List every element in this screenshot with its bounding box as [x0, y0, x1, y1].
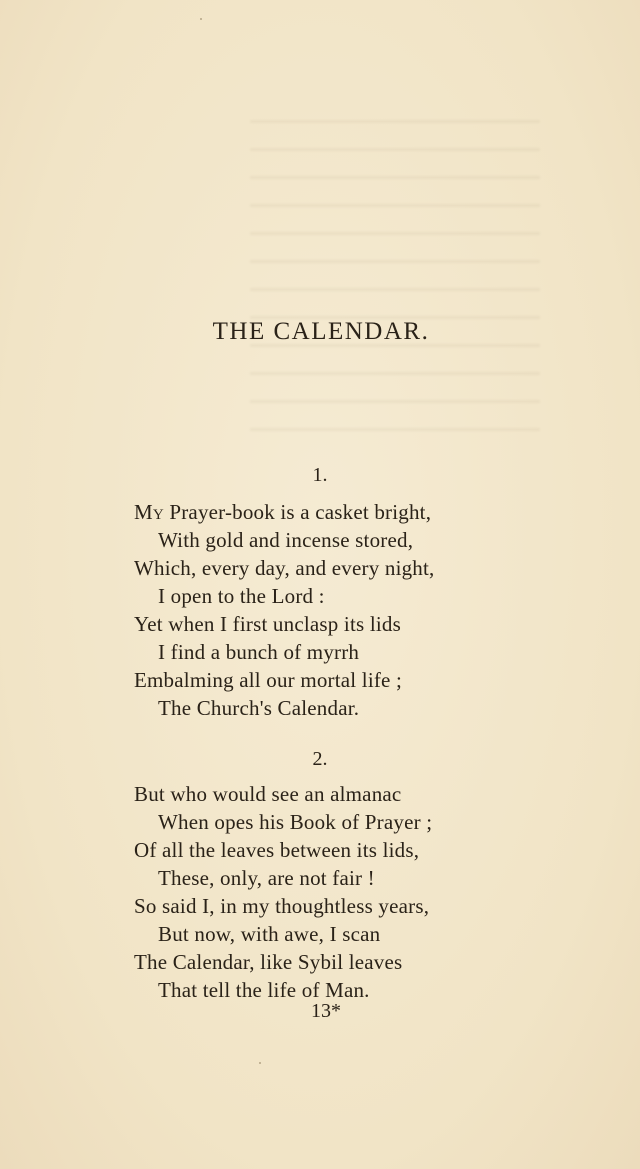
stanza-number-2: 2. — [312, 748, 328, 770]
stanza-1-line-6: I find a bunch of myrrh — [158, 640, 360, 664]
drop-word: My — [134, 500, 164, 524]
stanza-1-line-2: With gold and incense stored, — [158, 528, 414, 552]
stanza-1-line-3: Which, every day, and every night, — [134, 556, 435, 580]
paper-speck — [200, 18, 202, 20]
stanza-1-line-7: Embalming all our mortal life ; — [134, 668, 403, 692]
stanza-2-line-5: So said I, in my thoughtless years, — [134, 894, 430, 918]
stanza-number-1: 1. — [312, 464, 328, 486]
stanza-2-line-3: Of all the leaves between its lids, — [134, 838, 420, 862]
stanza-1-line-5: Yet when I first unclasp its lids — [134, 612, 401, 636]
stanza-2-line-8: That tell the life of Man. — [158, 978, 370, 1002]
paper-speck — [259, 1062, 261, 1064]
page-number: 13* — [311, 1000, 341, 1022]
stanza-1-line-1: My Prayer-book is a casket bright, — [134, 500, 432, 524]
stanza-2-line-6: But now, with awe, I scan — [158, 922, 381, 946]
stanza-2-line-4: These, only, are not fair ! — [158, 866, 375, 890]
stanza-1-line-4: I open to the Lord : — [158, 584, 325, 608]
stanza-2-line-2: When opes his Book of Prayer ; — [158, 810, 433, 834]
stanza-2-line-1: But who would see an almanac — [134, 782, 402, 806]
stanza-1-line-8: The Church's Calendar. — [158, 696, 360, 720]
stanza-2-line-7: The Calendar, like Sybil leaves — [134, 950, 403, 974]
poem-title: THE CALENDAR. — [212, 318, 430, 345]
show-through-text — [250, 120, 540, 440]
